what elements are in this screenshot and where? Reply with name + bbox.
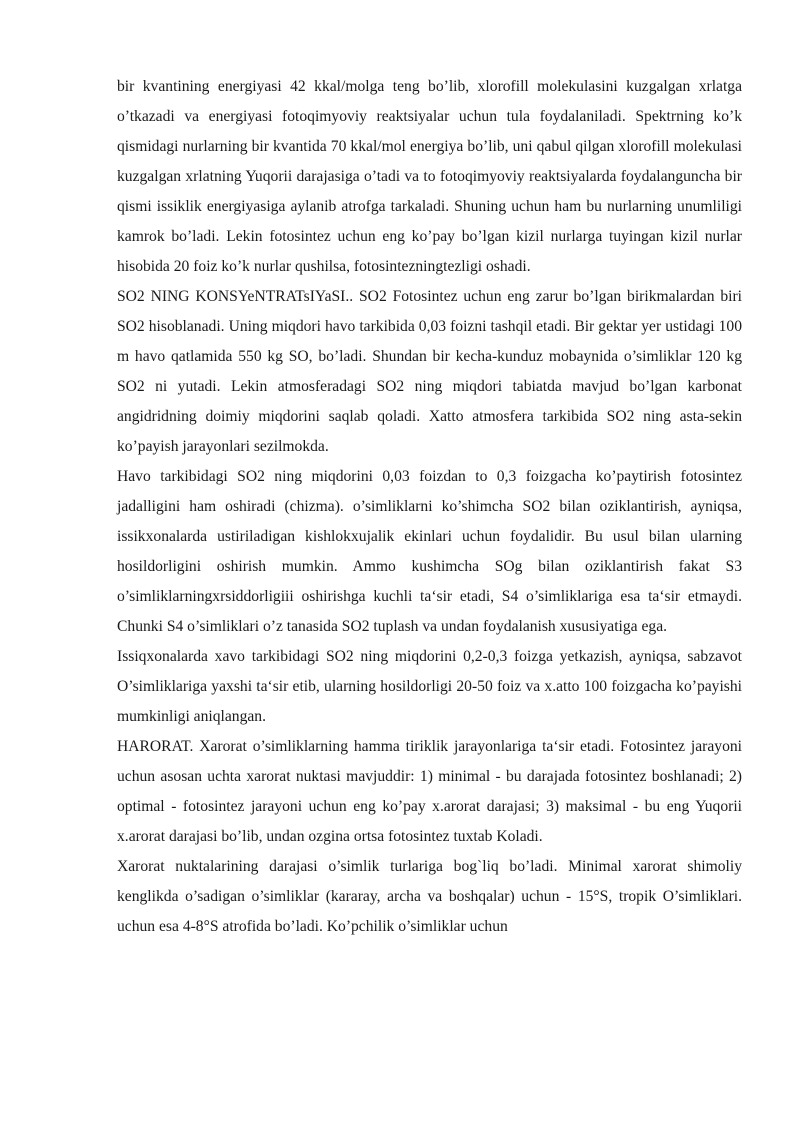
paragraph-temperature: HARORAT. Xarorat o’simliklarning hamma tiriklik jarayonlariga ta‘sir etadi. Fotosintez jarayoni uchun asosan uchta xarorat nuktasi mavjuddir: 1) minimal - bu darajada fotosintez boshlanadi; 2) optimal - fotosintez jarayoni uchun eng ko’pay x.arorat darajasi; 3) maksimal - bu eng Yuqorii x.arorat darajasi bo’lib, undan ozgina ortsa fotosintez tuxtab Koladi. bbox=[117, 738, 742, 845]
paragraph-co2-concentration: SO2 NING KONSYeNTRATsIYaSI.. SO2 Fotosintez uchun eng zarur bo’lgan birikmalardan biri SO2 hisoblanadi. Uning miqdori havo tarkibida 0,03 foizni tashqil etadi. Bir gektar yer ustidagi 100 m havo qatlamida 550 kg SO, bo’ladi. Shundan bir kecha-kunduz mobaynida o’simliklar 120 kg SO2 ni yutadi. Lekin atmosferadagi SO2 ning miqdori tabiatda mavjud bo’lgan karbonat angidridning doimiy miqdorini saqlab qoladi. Xatto atmosfera tarkibida SO2 ning asta-sekin ko’payish jarayonlari sezilmokda. bbox=[117, 288, 742, 455]
paragraph-temperature-points: Xarorat nuktalarining darajasi o’simlik turlariga bog`liq bo’ladi. Minimal xarorat shimoliy kenglikda o’sadigan o’simliklar (kararay, archa va boshqalar) uchun - 15°S, tropik O’simliklari. uchun esa 4-8°S atrofida bo’ladi. Ko’pchilik o’simliklar uchun bbox=[117, 858, 742, 935]
paragraph-greenhouse-co2: Issiqxonalarda xavo tarkibidagi SO2 ning miqdorini 0,2-0,3 foizga yetkazish, ayniqsa, sabzavot O’simliklariga yaxshi ta‘sir etib, ularning hosildorligi 20-50 foiz va x.atto 100 foizgacha ko’payishi mumkinligi aniqlangan. bbox=[117, 648, 742, 725]
paragraph-light-energy: bir kvantining energiyasi 42 kkal/molga teng bo’lib, xlorofill molekulasini kuzgalgan xrlatga o’tkazadi va energiyasi fotoqimyoviy reaktsiyalar uchun tula foydalaniladi. Spektrning ko’k qismidagi nurlarning bir kvantida 70 kkal/mol energiya bo’lib, uni qabul qilgan xlorofill molekulasi kuzgalgan xrlatning Yuqorii darajasiga o’tadi va to fotoqimyoviy reaktsiyalarda foydalanguncha bir qismi issiklik energiyasiga aylanib atrofga tarkaladi. Shuning uchun ham bu nurlarning unumliligi kamrok bo’ladi. Lekin fotosintez uchun eng ko’pay bo’lgan kizil nurlarga tuyingan kizil nurlar hisobida 20 foiz ko’k nurlar qushilsa, fotosintezningtezligi oshadi. bbox=[117, 78, 742, 275]
paragraph-co2-increase: Havo tarkibidagi SO2 ning miqdorini 0,03 foizdan to 0,3 foizgacha ko’paytirish fotosintez jadalligini ham oshiradi (chizma). o’simliklarni ko’shimcha SO2 bilan oziklantirish, ayniqsa, issikxonalarda ustiriladigan kishlokxujalik ekinlari uchun foydalidir. Bu usul bilan ularning hosildorligini oshirish mumkin. Ammo kushimcha SOg bilan oziklantirish fakat S3 o’simliklarningxrsiddorligiii oshirishga kuchli ta‘sir etadi, S4 o’simliklariga esa ta‘sir etmaydi. Chunki S4 o’simliklari o’z tanasida SO2 tuplash va undan foydalanish xususiyatiga ega. bbox=[117, 468, 742, 635]
document-body bbox=[117, 72, 742, 942]
